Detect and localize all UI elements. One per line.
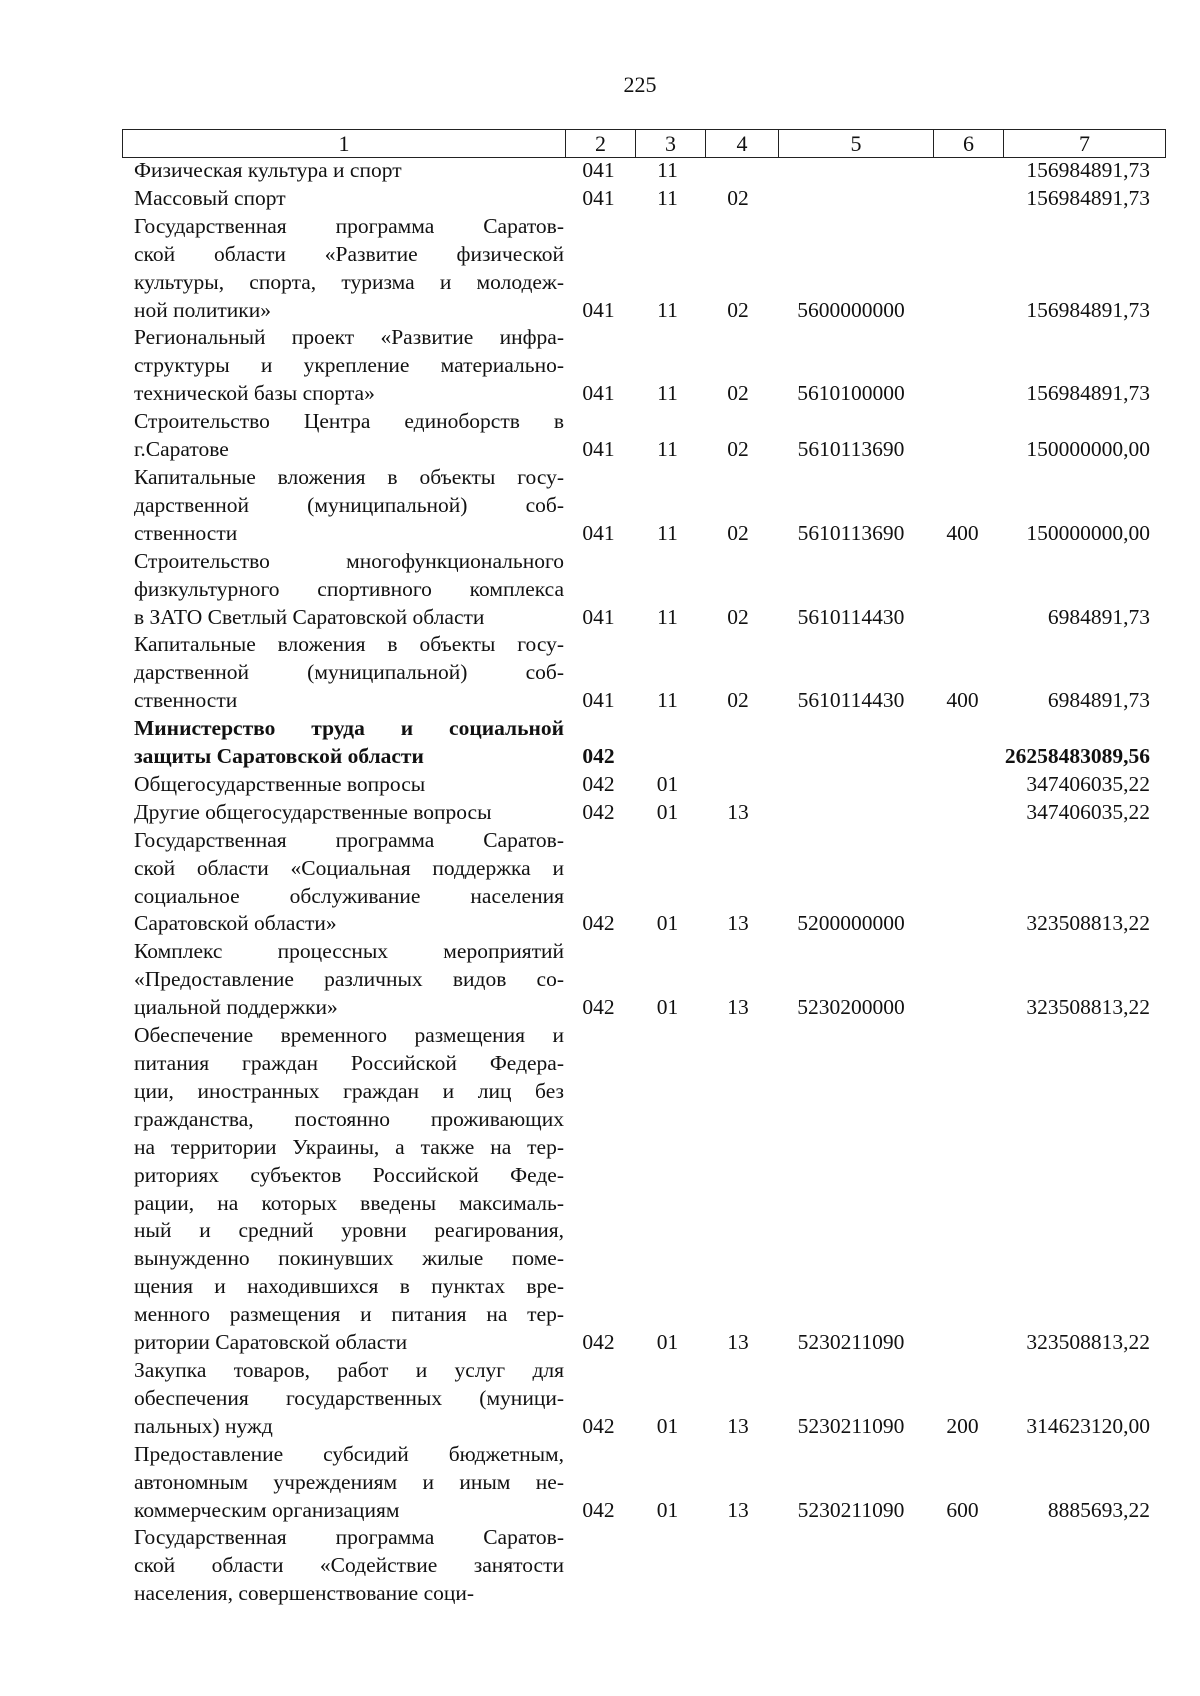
row-cell-c5: 5610100000 [797, 381, 905, 406]
row-name-cell [122, 715, 564, 771]
row-name-line: Закупка товаров, работ и услуг для [134, 1357, 564, 1382]
row-name-line: Массовый спорт [134, 185, 286, 210]
row-name-cell [122, 1022, 564, 1357]
row-name-line: Государственная программа Саратов- [134, 1525, 564, 1550]
table-row [122, 548, 1158, 632]
row-name-line: защиты Саратовской области [134, 744, 424, 769]
row-name-cell [122, 1524, 564, 1608]
row-cell-c4: 13 [727, 1497, 749, 1522]
row-name-cell [122, 464, 564, 548]
row-cell-c7: 323508813,22 [1026, 995, 1150, 1020]
row-name-cell [122, 213, 564, 325]
row-cell-c7: 323508813,22 [1026, 911, 1150, 936]
column-header-3: 3 [636, 130, 706, 158]
row-cell-c6: 600 [946, 1497, 979, 1522]
column-header-4: 4 [706, 130, 779, 158]
row-name-line: Другие общегосударственные вопросы [134, 799, 492, 824]
row-cell-c2: 042 [582, 799, 615, 824]
column-header-2: 2 [566, 130, 636, 158]
row-name-line: гражданства, постоянно проживающих [134, 1106, 564, 1131]
row-cell-c7: 156984891,73 [1026, 381, 1150, 406]
row-cell-c3: 11 [657, 381, 678, 406]
row-name-line: Капитальные вложения в объекты госу- [134, 464, 564, 489]
row-name-line: структуры и укрепление материально- [134, 353, 564, 378]
row-name-line: менного размещения и питания на тер- [134, 1302, 564, 1327]
column-header-1: 1 [123, 130, 566, 158]
row-cell-c2: 041 [582, 688, 615, 713]
row-name-line: физкультурного спортивного комплекса [134, 576, 564, 601]
row-name-line: обеспечения государственных (муници- [134, 1385, 564, 1410]
table-row [122, 1524, 1158, 1608]
row-name-cell [122, 827, 564, 939]
row-name-line: вынужденно покинувших жилые поме- [134, 1246, 564, 1271]
row-name-line: Предоставление субсидий бюджетным, [134, 1441, 564, 1466]
row-cell-c4: 13 [727, 1413, 749, 1438]
row-cell-c4: 02 [727, 688, 749, 713]
row-cell-c7: 8885693,22 [1047, 1497, 1150, 1522]
budget-table-body [122, 157, 1158, 1608]
row-name-line: ской области «Содействие занятости [134, 1553, 564, 1578]
row-cell-c5: 5230211090 [797, 1413, 905, 1438]
row-name-line: Строительство многофункционального [134, 548, 564, 573]
row-cell-c2: 041 [582, 185, 615, 210]
row-cell-c3: 01 [656, 911, 679, 936]
row-cell-c4: 13 [727, 1330, 749, 1355]
row-cell-c3: 11 [657, 520, 678, 545]
row-name-line: ции, иностранных граждан и лиц без [134, 1078, 564, 1103]
row-name-cell [122, 185, 564, 213]
row-cell-c4: 02 [727, 604, 749, 629]
row-name-line: ритории Саратовской области [134, 1330, 408, 1355]
table-row [122, 185, 1158, 213]
row-name-line: ственности [134, 520, 238, 545]
table-row [122, 324, 1158, 408]
column-header-5: 5 [779, 130, 934, 158]
row-cell-c2: 041 [582, 604, 615, 629]
row-name-cell [122, 324, 564, 408]
row-cell-c5: 5230200000 [797, 995, 905, 1020]
row-name-line: на территории Украины, а также на тер- [134, 1134, 564, 1159]
column-header-row [123, 130, 1166, 158]
row-name-line: Обеспечение временного размещения и [134, 1023, 564, 1048]
row-cell-c2: 042 [582, 771, 615, 796]
row-name-line: Комплекс процессных мероприятий [134, 939, 564, 964]
row-name-cell [122, 1357, 564, 1441]
row-name-line: щения и находившихся в пунктах вре- [134, 1274, 564, 1299]
table-row [122, 1441, 1158, 1525]
row-cell-c3: 11 [657, 158, 678, 182]
row-cell-c2: 042 [582, 911, 615, 936]
row-cell-c3: 01 [656, 1413, 679, 1438]
row-cell-c7: 156984891,73 [1026, 158, 1150, 182]
row-name-line: Саратовской области» [134, 911, 337, 936]
table-row [122, 157, 1158, 185]
row-cell-c2: 041 [582, 437, 615, 462]
row-cell-c7: 156984891,73 [1026, 297, 1150, 322]
row-cell-c3: 01 [656, 995, 679, 1020]
row-name-cell [122, 157, 564, 185]
row-cell-c4: 13 [727, 995, 749, 1020]
row-cell-c7: 6984891,73 [1047, 604, 1150, 629]
row-cell-c2: 041 [582, 158, 615, 182]
row-name-line: ственности [134, 688, 238, 713]
row-name-line: в ЗАТО Светлый Саратовской области [134, 604, 485, 629]
row-cell-c5: 5600000000 [797, 297, 905, 322]
row-name-cell [122, 1441, 564, 1525]
row-cell-c2: 042 [582, 744, 615, 769]
row-name-line: дарственной (муниципальной) соб- [134, 492, 564, 517]
row-cell-c3: 11 [657, 437, 678, 462]
row-cell-c6: 200 [946, 1413, 979, 1438]
row-cell-c4: 02 [727, 185, 749, 210]
row-name-cell [122, 771, 564, 799]
row-name-line: населения, совершенствование соци- [134, 1581, 475, 1606]
row-cell-c5: 5200000000 [797, 911, 905, 936]
row-cell-c4: 02 [727, 381, 749, 406]
row-cell-c3: 01 [656, 799, 679, 824]
row-cell-c7: 150000000,00 [1026, 520, 1150, 545]
row-cell-c5: 5230211090 [797, 1497, 905, 1522]
row-cell-c2: 041 [582, 297, 615, 322]
row-name-cell [122, 799, 564, 827]
row-cell-c7: 6984891,73 [1047, 688, 1150, 713]
row-name-line: технической базы спорта» [134, 381, 375, 406]
row-cell-c5: 5610114430 [797, 604, 905, 629]
row-name-line: «Предоставление различных видов со- [134, 967, 564, 992]
row-name-line: риториях субъектов Российской Феде- [134, 1162, 564, 1187]
row-cell-c6: 400 [946, 688, 979, 713]
row-cell-c4: 02 [727, 520, 749, 545]
table-row [122, 464, 1158, 548]
row-name-line: ской области «Развитие физической [134, 241, 564, 266]
row-cell-c6: 400 [946, 520, 979, 545]
page-number: 225 [623, 72, 657, 97]
row-name-cell [122, 631, 564, 715]
row-cell-c3: 01 [656, 1497, 679, 1522]
column-header-7: 7 [1004, 130, 1166, 158]
row-cell-c2: 041 [582, 520, 615, 545]
column-header-6: 6 [934, 130, 1004, 158]
row-cell-c3: 11 [657, 688, 678, 713]
row-name-cell [122, 938, 564, 1022]
row-cell-c2: 042 [582, 995, 615, 1020]
row-name-line: Физическая культура и спорт [134, 158, 402, 182]
row-name-cell [122, 408, 564, 464]
row-cell-c4: 02 [727, 297, 749, 322]
row-cell-c2: 042 [582, 1330, 615, 1355]
row-name-line: Государственная программа Саратов- [134, 827, 564, 852]
row-cell-c5: 5610113690 [797, 520, 905, 545]
row-name-line: ной политики» [134, 297, 271, 322]
row-cell-c7: 26258483089,56 [1004, 744, 1150, 769]
row-cell-c3: 11 [657, 604, 678, 629]
table-row [122, 799, 1158, 827]
row-name-line: дарственной (муниципальной) соб- [134, 660, 564, 685]
row-name-line: ской области «Социальная поддержка и [134, 855, 564, 880]
row-cell-c7: 347406035,22 [1026, 771, 1150, 796]
row-cell-c7: 314623120,00 [1026, 1413, 1150, 1438]
table-row [122, 631, 1158, 715]
row-cell-c2: 041 [582, 381, 615, 406]
row-cell-c3: 11 [657, 297, 678, 322]
row-name-line: Общегосударственные вопросы [134, 771, 426, 796]
row-cell-c3: 01 [656, 771, 679, 796]
row-cell-c7: 323508813,22 [1026, 1330, 1150, 1355]
row-cell-c7: 150000000,00 [1026, 437, 1150, 462]
table-row [122, 1357, 1158, 1441]
row-cell-c3: 01 [656, 1330, 679, 1355]
row-name-line: пальных) нужд [134, 1413, 273, 1438]
row-name-line: циальной поддержки» [134, 995, 338, 1020]
table-row [122, 715, 1158, 771]
row-name-line: Региональный проект «Развитие инфра- [134, 325, 564, 350]
row-cell-c4: 02 [727, 437, 749, 462]
row-name-line: социальное обслуживание населения [134, 883, 564, 908]
row-cell-c2: 042 [582, 1413, 615, 1438]
row-name-line: ный и средний уровни реагирования, [134, 1218, 564, 1243]
row-cell-c5: 5610113690 [797, 437, 905, 462]
row-name-line: питания граждан Российской Федера- [134, 1051, 564, 1075]
table-row [122, 1022, 1158, 1357]
row-name-cell [122, 548, 564, 632]
table-row [122, 938, 1158, 1022]
row-name-line: культуры, спорта, туризма и молодеж- [134, 269, 564, 294]
column-header-table [122, 129, 1166, 158]
row-name-line: Государственная программа Саратов- [134, 213, 564, 238]
row-name-line: г.Саратове [134, 437, 229, 462]
table-row [122, 771, 1158, 799]
row-cell-c4: 13 [727, 911, 749, 936]
row-name-line: автономным учреждениям и иным не- [134, 1469, 564, 1494]
table-row [122, 408, 1158, 464]
table-row [122, 213, 1158, 325]
row-cell-c3: 11 [657, 185, 678, 210]
row-name-line: Капитальные вложения в объекты госу- [134, 632, 564, 657]
row-cell-c5: 5230211090 [797, 1330, 905, 1355]
row-cell-c7: 347406035,22 [1026, 799, 1150, 824]
row-cell-c7: 156984891,73 [1026, 185, 1150, 210]
row-cell-c4: 13 [727, 799, 749, 824]
row-name-line: коммерческим организациям [134, 1497, 400, 1522]
row-name-line: Строительство Центра единоборств в [134, 409, 564, 434]
row-cell-c2: 042 [582, 1497, 615, 1522]
row-cell-c5: 5610114430 [797, 688, 905, 713]
row-name-line: рации, на которых введены максималь- [134, 1190, 564, 1215]
table-row [122, 827, 1158, 939]
row-name-line: Министерство труда и социальной [134, 716, 564, 741]
